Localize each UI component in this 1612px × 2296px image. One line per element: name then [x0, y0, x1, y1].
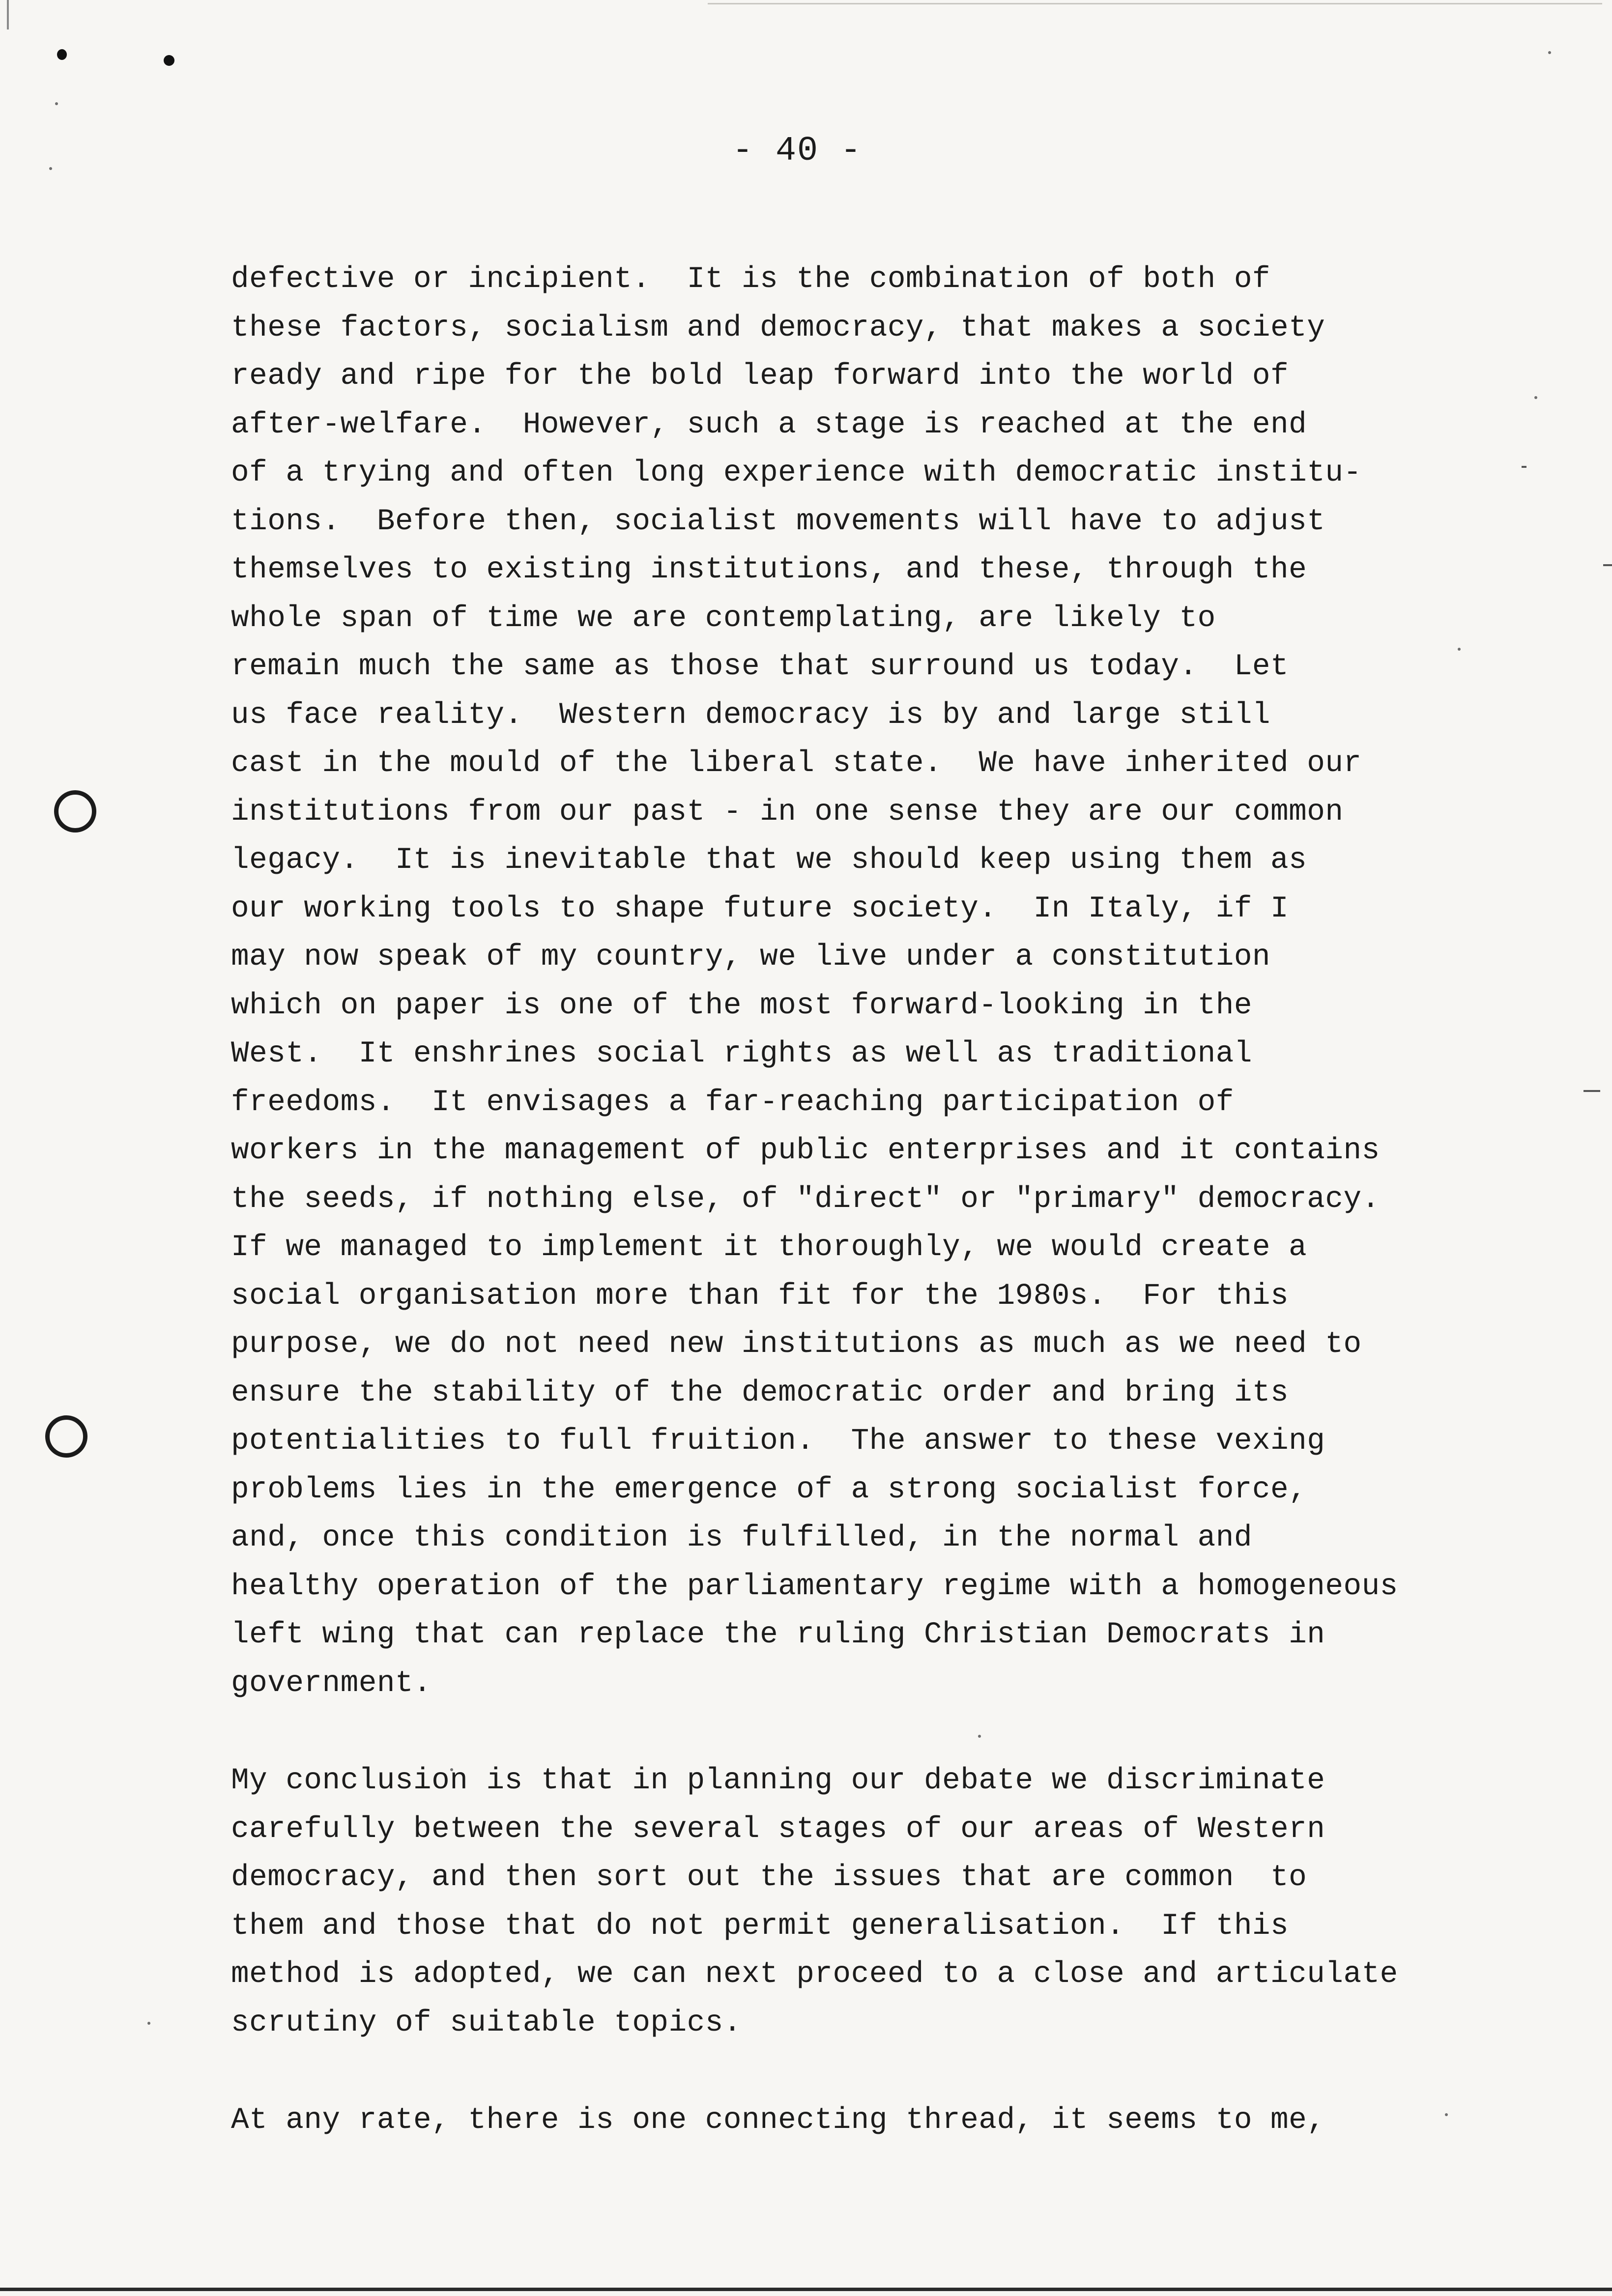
text-line: the seeds, if nothing else, of "direct" or "primary" democracy. — [231, 1182, 1380, 1216]
scan-edge-mark — [1603, 564, 1612, 566]
text-line: healthy operation of the parliamentary regime with a homogeneous — [231, 1569, 1398, 1604]
page-number: - 40 - — [732, 132, 863, 171]
text-line: My conclusion is that in planning our debate we discriminate — [231, 1764, 1325, 1798]
text-line: which on paper is one of the most forward-looking in the — [231, 988, 1252, 1023]
text-line: government. — [231, 1666, 432, 1700]
punch-hole — [54, 790, 96, 832]
scan-speck — [1534, 396, 1537, 399]
scan-speck — [147, 2022, 150, 2025]
scan-bottom-edge — [0, 2288, 1612, 2291]
text-line: defective or incipient. It is the combination of both of — [231, 262, 1271, 296]
text-line: whole span of time we are contemplating, are likely to — [231, 601, 1216, 635]
text-line: At any rate, there is one connecting thread, it seems to me, — [231, 2103, 1325, 2137]
text-line: ready and ripe for the bold leap forward into the world of — [231, 359, 1289, 393]
scan-top-edge — [708, 3, 1602, 4]
text-line: them and those that do not permit generalisation. If this — [231, 1909, 1289, 1943]
text-line: legacy. It is inevitable that we should keep using them as — [231, 843, 1307, 877]
text-line: problems lies in the emergence of a strong socialist force, — [231, 1472, 1307, 1507]
paragraph — [231, 2096, 1519, 2145]
text-line: ensure the stability of the democratic order and bring its — [231, 1376, 1289, 1410]
ink-spot — [164, 55, 174, 66]
text-line: cast in the mould of the liberal state. We have inherited our — [231, 746, 1362, 780]
scan-left-mark — [7, 0, 9, 29]
text-line: institutions from our past - in one sense they are our common — [231, 795, 1344, 829]
text-line: themselves to existing institutions, and these, through the — [231, 553, 1307, 587]
text-line: these factors, socialism and democracy, that makes a society — [231, 311, 1325, 345]
text-line: purpose, we do not need new institutions as much as we need to — [231, 1327, 1362, 1361]
text-line: West. It enshrines social rights as well as traditional — [231, 1037, 1252, 1071]
text-line: scrutiny of suitable topics. — [231, 2006, 742, 2040]
text-line: method is adopted, we can next proceed to a close and articulate — [231, 1957, 1398, 1991]
paragraph — [231, 1757, 1519, 2047]
text-line: social organisation more than fit for the 1980s. For this — [231, 1279, 1289, 1313]
ink-spot — [57, 49, 67, 60]
text-line: carefully between the several stages of our areas of Western — [231, 1812, 1325, 1846]
text-line: left wing that can replace the ruling Christian Democrats in — [231, 1618, 1325, 1652]
scan-edge-mark — [1522, 466, 1526, 468]
text-line: our working tools to shape future society. In Italy, if I — [231, 891, 1289, 926]
body-text — [231, 256, 1519, 2145]
text-line: remain much the same as those that surround us today. Let — [231, 650, 1289, 684]
text-line: potentialities to full fruition. The answer to these vexing — [231, 1424, 1325, 1458]
scan-speck — [49, 167, 52, 170]
text-line: may now speak of my country, we live under a constitution — [231, 940, 1271, 974]
scan-speck — [1548, 51, 1551, 54]
scan-speck — [55, 102, 58, 105]
text-line: workers in the management of public enterprises and it contains — [231, 1134, 1380, 1168]
text-line: democracy, and then sort out the issues that are common to — [231, 1861, 1307, 1894]
text-line: If we managed to implement it thoroughly, we would create a — [231, 1231, 1307, 1264]
text-line: after-welfare. However, such a stage is reached at the end — [231, 407, 1307, 442]
punch-hole — [45, 1415, 87, 1458]
scan-edge-mark — [1583, 1090, 1600, 1092]
text-line: of a trying and often long experience with democratic institu- — [231, 456, 1362, 490]
text-line: freedoms. It envisages a far-reaching participation of — [231, 1085, 1234, 1119]
paragraph — [231, 256, 1519, 1708]
text-line: tions. Before then, socialist movements will have to adjust — [231, 504, 1325, 539]
text-line: us face reality. Western democracy is by and large still — [231, 698, 1271, 732]
text-line: and, once this condition is fulfilled, in the normal and — [231, 1521, 1252, 1555]
